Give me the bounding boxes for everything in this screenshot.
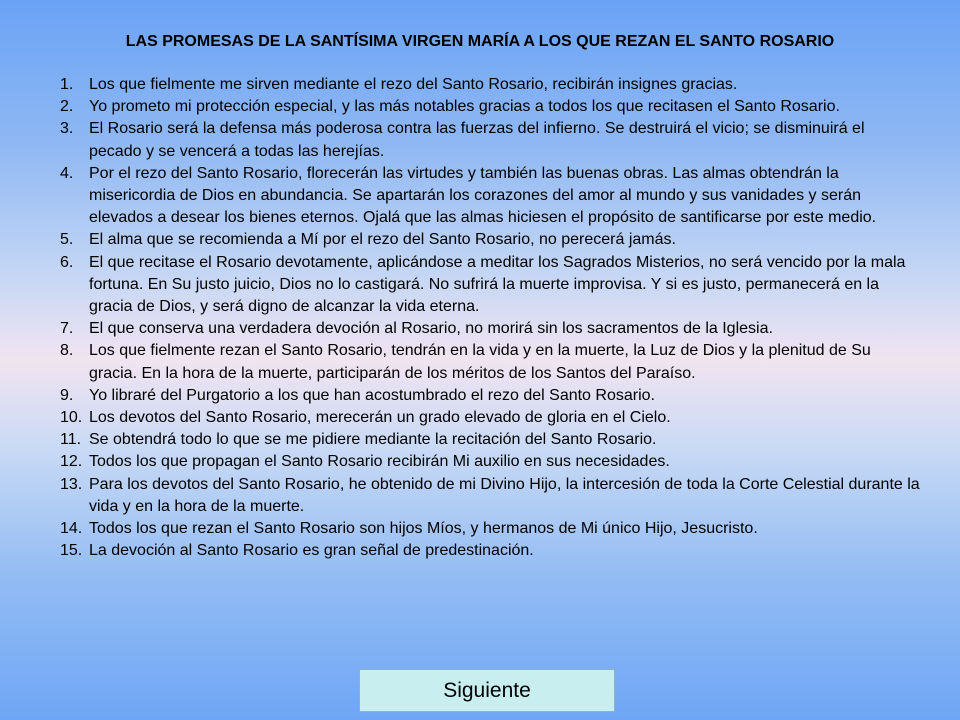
item-number: 14. bbox=[60, 520, 83, 538]
item-text: Yo libraré del Purgatorio a los que han acostumbrado el rezo del Santo Rosario. bbox=[89, 386, 655, 404]
item-text: Para los devotos del Santo Rosario, he obtenido de mi Divino Hijo, la intercesión de toda la Corte Celestial durante la vida y en la hora de la muerte. bbox=[89, 475, 920, 515]
item-text: Todos los que propagan el Santo Rosario recibirán Mi auxilio en sus necesidades. bbox=[89, 453, 670, 471]
item-text: Se obtendrá todo lo que se me pidiere mediante la recitación del Santo Rosario. bbox=[89, 431, 657, 449]
item-text: El que recitase el Rosario devotamente, aplicándose a meditar los Sagrados Misterios, no será vencido por la mala fortuna. En Su justo juicio, Dios no lo castigará. No sufrirá la muerte improvisa. Y si es justo, permanecerá en la gracia de Dios, y será digno de alcanzar la vida eterna. bbox=[89, 253, 906, 316]
list-item bbox=[60, 340, 920, 384]
item-text: La devoción al Santo Rosario es gran señal de predestinación. bbox=[89, 542, 534, 560]
item-number: 1. bbox=[60, 76, 74, 93]
item-number: 5. bbox=[60, 231, 74, 249]
item-text: Los que fielmente rezan el Santo Rosario, tendrán en la vida y en la muerte, la Luz de Dios y la plenitud de Su gracia. En la hora de la muerte, participarán de los méritos de los Santos del Paraíso. bbox=[89, 342, 871, 382]
item-text: Yo prometo mi protección especial, y las más notables gracias a todos los que recitasen el Santo Rosario. bbox=[89, 98, 840, 116]
list-item bbox=[60, 252, 920, 319]
item-text: Todos los que rezan el Santo Rosario son hijos Míos, y hermanos de Mi único Hijo, Jesucristo. bbox=[89, 520, 758, 538]
list-item bbox=[60, 74, 920, 96]
item-text: Por el rezo del Santo Rosario, florecerán las virtudes y también las buenas obras. Las almas obtendrán la misericordia de Dios en abundancia. Se apartarán los corazones del amor al mundo y sus vanidades y serán elevados a desear los bienes eternos. Ojalá que las almas hiciesen el propósito de santificarse por este medio. bbox=[89, 164, 877, 227]
item-number: 4. bbox=[60, 164, 74, 182]
item-number: 2. bbox=[60, 98, 74, 116]
item-number: 7. bbox=[60, 320, 74, 338]
list-item bbox=[60, 540, 920, 562]
item-number: 15. bbox=[60, 542, 83, 560]
item-number: 10. bbox=[60, 409, 83, 427]
item-number: 13. bbox=[60, 475, 83, 493]
page-title: LAS PROMESAS DE LA SANTÍSIMA VIRGEN MARÍA A LOS QUE REZAN EL SANTO ROSARIO bbox=[125, 33, 835, 50]
item-number: 9. bbox=[60, 386, 74, 404]
item-text: El que conserva una verdadera devoción al Rosario, no morirá sin los sacramentos de la Iglesia. bbox=[89, 320, 773, 338]
item-number: 3. bbox=[60, 120, 74, 138]
item-number: 6. bbox=[60, 253, 74, 271]
list-item bbox=[60, 518, 920, 540]
item-number: 12. bbox=[60, 453, 83, 471]
list-item bbox=[60, 451, 920, 473]
list-item bbox=[60, 229, 920, 251]
list-item bbox=[60, 163, 920, 230]
list-item bbox=[60, 385, 920, 407]
promise-list bbox=[60, 74, 920, 562]
item-text: El Rosario será la defensa más poderosa contra las fuerzas del infierno. Se destruirá el vicio; se disminuirá el pecado y se vencerá a todas las herejías. bbox=[89, 120, 865, 160]
item-number: 11. bbox=[60, 431, 82, 449]
item-text: El alma que se recomienda a Mí por el rezo del Santo Rosario, no perecerá jamás. bbox=[89, 231, 676, 249]
list-item bbox=[60, 118, 920, 162]
list-item bbox=[60, 429, 920, 451]
item-text: Los devotos del Santo Rosario, merecerán un grado elevado de gloria en el Cielo. bbox=[89, 409, 671, 427]
list-item bbox=[60, 474, 920, 518]
list-item bbox=[60, 318, 920, 340]
next-button[interactable]: Siguiente bbox=[359, 669, 615, 712]
item-text: Los que fielmente me sirven mediante el rezo del Santo Rosario, recibirán insignes gracias. bbox=[89, 76, 738, 93]
list-item bbox=[60, 96, 920, 118]
list-item bbox=[60, 407, 920, 429]
item-number: 8. bbox=[60, 342, 74, 360]
